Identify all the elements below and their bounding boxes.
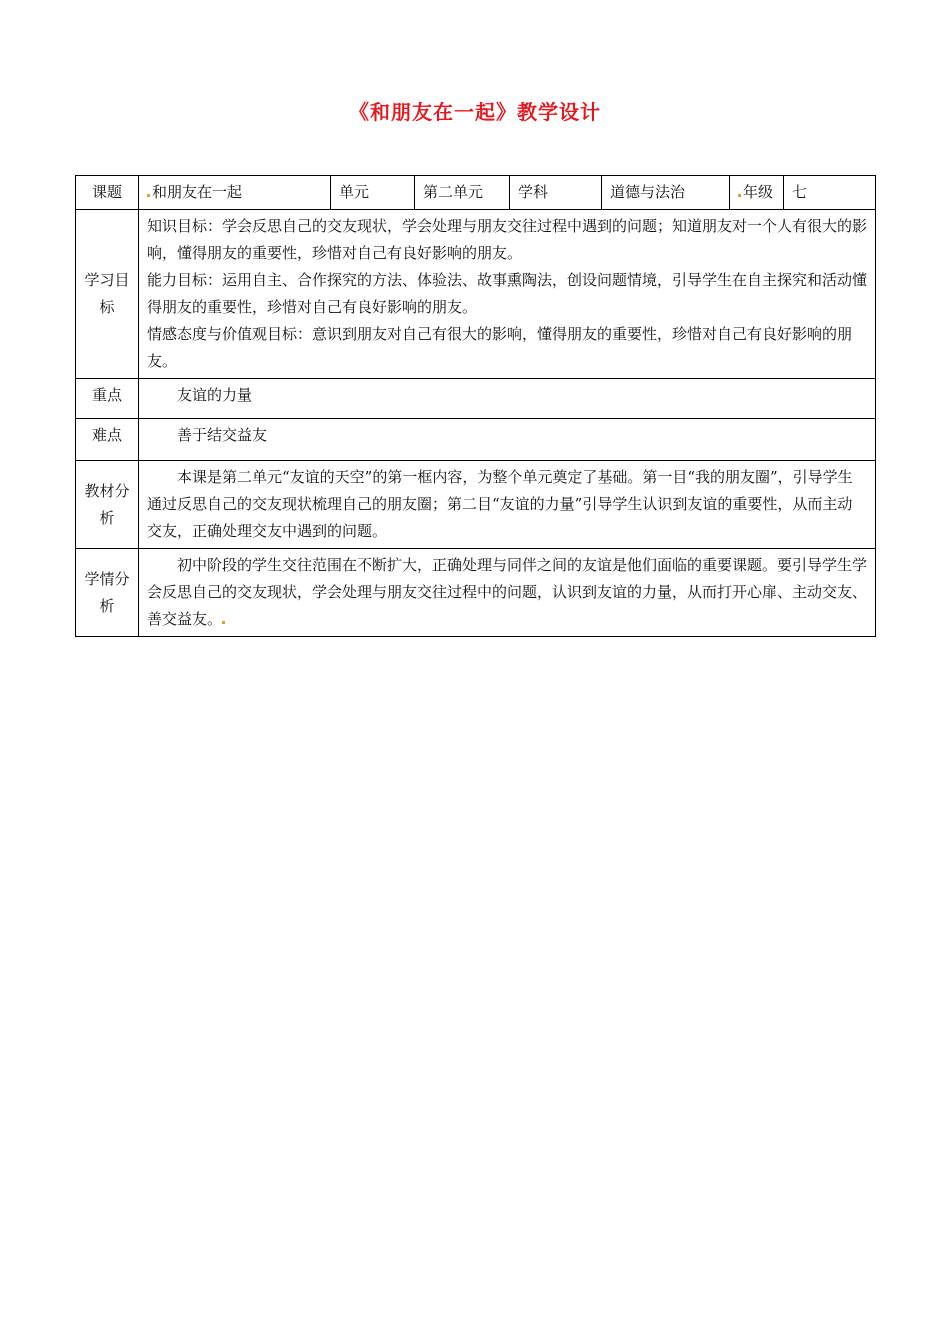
grade-label: 年级 xyxy=(743,183,774,201)
emotion-objective: 情感态度与价值观目标：意识到朋友对自己有很大的影响，懂得朋友的重要性，珍惜对自己有良好影响的朋友。 xyxy=(147,325,853,370)
students-row xyxy=(76,549,876,637)
mark-icon xyxy=(147,194,150,197)
grade-cell xyxy=(730,176,784,210)
topic-label: 课题 xyxy=(76,176,139,210)
difficulty-label: 难点 xyxy=(76,419,139,461)
objectives-row xyxy=(76,210,876,379)
mark-icon xyxy=(738,194,741,197)
material-row xyxy=(76,461,876,549)
ability-objective: 能力目标：运用自主、合作探究的方法、体验法、故事熏陶法，创设问题情境，引导学生在自主探究和活动懂得朋友的重要性，珍惜对自己有良好影响的朋友。 xyxy=(147,271,868,316)
material-value: 本课是第二单元“友谊的天空”的第一框内容，为整个单元奠定了基础。第一目“我的朋友圈”，引导学生通过反思自己的交友现状梳理自己的朋友圈；第二目“友谊的力量”引导学生认识到友谊的重要性，从而主动交友，正确处理交友中遇到的问题。 xyxy=(139,461,876,549)
lesson-plan-table xyxy=(75,175,876,637)
grade-value: 七 xyxy=(784,176,876,210)
material-label xyxy=(76,461,139,549)
header-row xyxy=(76,176,876,210)
difficulty-value: 善于结交益友 xyxy=(139,419,876,461)
topic-cell xyxy=(139,176,331,210)
page-title: 《和朋友在一起》教学设计 xyxy=(349,100,601,124)
objectives-cell xyxy=(139,210,876,379)
topic-value: 和朋友在一起 xyxy=(152,183,243,201)
key-point-value: 友谊的力量 xyxy=(139,379,876,419)
students-label-text: 学情分析 xyxy=(84,569,130,615)
mark-icon xyxy=(222,621,225,624)
subject-label: 学科 xyxy=(510,176,602,210)
students-cell xyxy=(139,549,876,637)
material-label-text: 教材分析 xyxy=(84,481,130,527)
students-label xyxy=(76,549,139,637)
subject-value: 道德与法治 xyxy=(602,176,730,210)
key-point-label: 重点 xyxy=(76,379,139,419)
objectives-label-text: 学习目标 xyxy=(84,271,130,316)
difficulty-row xyxy=(76,419,876,461)
students-value: 初中阶段的学生交往范围在不断扩大，正确处理与同伴之间的友谊是他们面临的重要课题。要引导学生学会反思自己的交友现状，学会处理与朋友交往过程中的问题，认识到友谊的力量，从而打开心扉、主动交友、善交益友。 xyxy=(147,556,868,628)
key-point-row xyxy=(76,379,876,419)
unit-value: 第二单元 xyxy=(415,176,510,210)
knowledge-objective: 知识目标：学会反思自己的交友现状，学会处理与朋友交往过程中遇到的问题；知道朋友对一个人有很大的影响，懂得朋友的重要性，珍惜对自己有良好影响的朋友。 xyxy=(147,217,868,262)
objectives-label xyxy=(76,210,139,379)
unit-label: 单元 xyxy=(331,176,415,210)
